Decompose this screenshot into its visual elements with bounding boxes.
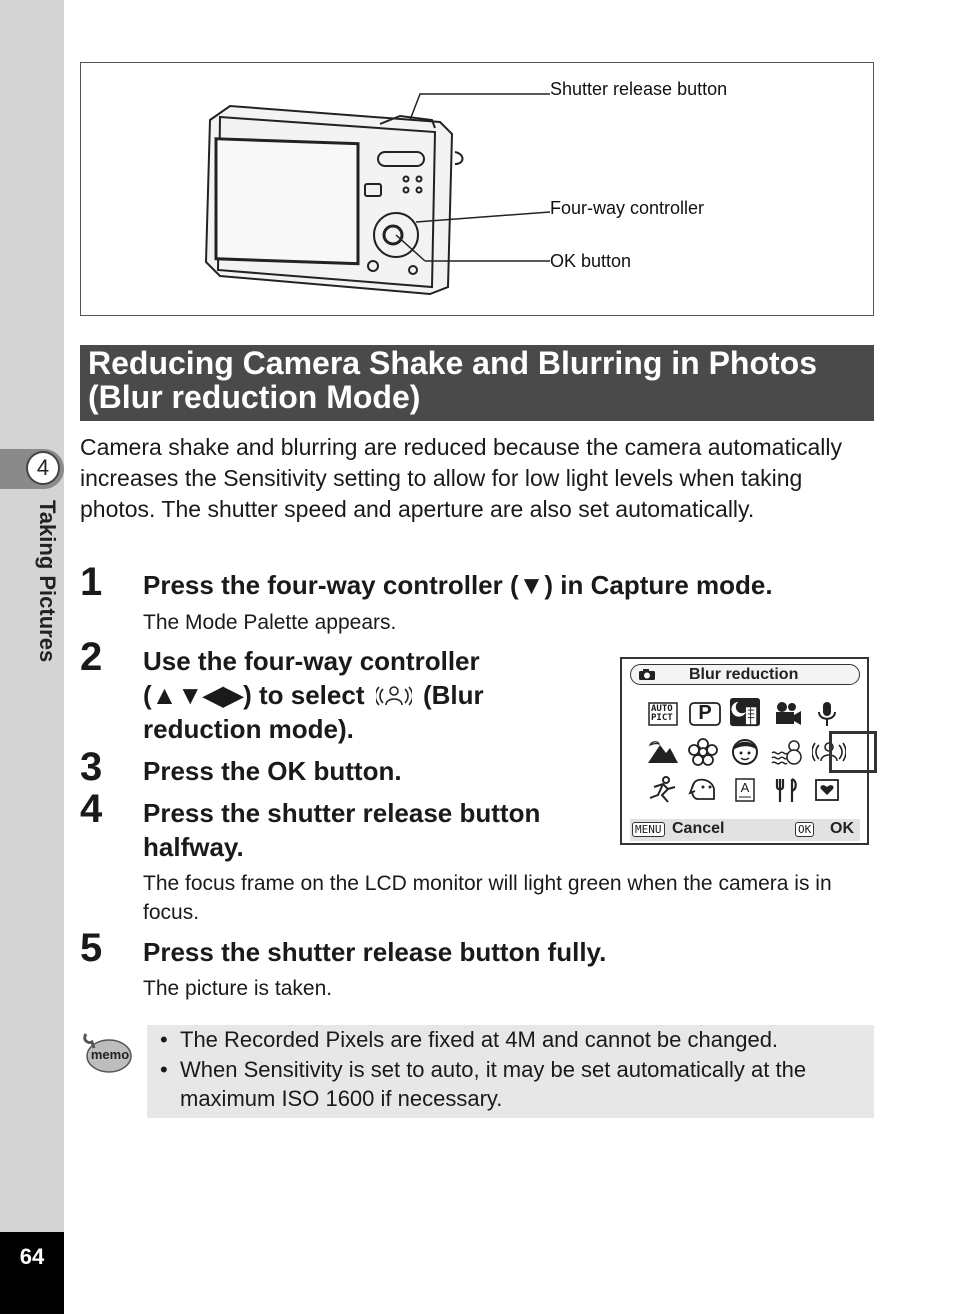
mode-palette-screen	[620, 657, 869, 845]
food-icon	[770, 775, 804, 805]
landscape-icon	[646, 737, 680, 767]
menu-key[interactable]: MENU	[632, 822, 665, 837]
night-scene-icon	[728, 697, 762, 727]
chapter-title: Taking Pictures	[35, 500, 60, 663]
blur-reduction-icon	[376, 685, 412, 707]
pict-label: PICT	[651, 713, 673, 723]
frame-composite-icon	[810, 775, 844, 805]
section-title-line1: Reducing Camera Shake and Blurring in Photos	[88, 345, 818, 381]
selection-frame	[829, 731, 877, 773]
ok-button-label: OK button	[550, 251, 632, 271]
step-text: The picture is taken.	[143, 977, 333, 1000]
camera-icon	[638, 668, 656, 681]
memo-icon	[80, 1030, 134, 1076]
four-way-controller-label: Four-way controller	[550, 198, 705, 218]
memo-label: memo	[90, 1047, 130, 1062]
sport-icon	[646, 775, 680, 805]
mode-palette-footer	[630, 819, 860, 841]
section-title	[88, 346, 868, 414]
program-letter: P	[698, 702, 712, 724]
bullet: •	[160, 1027, 168, 1052]
auto-picture-icon	[646, 699, 680, 729]
text-mode-letter: A	[740, 780, 750, 795]
step-heading-line: halfway.	[143, 832, 244, 862]
page-number: 64	[19, 1244, 45, 1269]
step-heading-line: reduction mode).	[143, 714, 354, 744]
chapter-number: 4	[26, 451, 60, 485]
step-heading-part: (Blur	[422, 680, 484, 710]
cancel-label: Cancel	[672, 820, 725, 837]
step-heading: Press the four-way controller (▼) in Capture mode.	[143, 570, 773, 600]
step-heading-line	[143, 678, 484, 712]
step-number: 3	[80, 745, 103, 789]
intro-paragraph: Camera shake and blurring are reduced because the camera automatically increases the Sensitivity setting to allow for low light levels when taking photos. The shutter speed and aperture are also set automatically.	[80, 434, 842, 522]
memo-item	[160, 1055, 870, 1113]
movie-icon	[770, 699, 804, 729]
mode-palette-header	[630, 664, 860, 685]
step-heading-line: Use the four-way controller	[143, 646, 480, 676]
voice-recording-icon	[810, 699, 844, 729]
auto-label: AUTO	[651, 704, 673, 714]
step-heading-part: (▲▼◀▶) to select	[143, 680, 365, 710]
bullet: •	[160, 1057, 168, 1082]
ok-label: OK	[830, 820, 854, 837]
step-heading-line: Press the shutter release button	[143, 798, 541, 828]
portrait-icon	[728, 737, 762, 767]
memo-item	[160, 1025, 870, 1054]
program-icon	[688, 699, 722, 729]
camera-back-illustration	[80, 62, 874, 316]
step-text: The focus frame on the LCD monitor will light green when the camera is in focus.	[143, 872, 832, 924]
memo-item-text: When Sensitivity is set to auto, it may be set automatically at the maximum ISO 1600 if necessary.	[180, 1057, 807, 1111]
step-heading: Press the OK button.	[143, 756, 402, 786]
step-text: The Mode Palette appears.	[143, 611, 397, 634]
text-icon	[728, 775, 762, 805]
step-number: 2	[80, 635, 103, 679]
snow-icon	[770, 737, 804, 767]
flower-icon	[686, 737, 720, 767]
step-heading: Press the shutter release button fully.	[143, 937, 607, 967]
shutter-release-label: Shutter release button	[550, 79, 728, 99]
step-number: 5	[80, 926, 103, 970]
ok-key[interactable]: OK	[795, 822, 814, 837]
memo-item-text: The Recorded Pixels are fixed at 4M and cannot be changed.	[180, 1027, 779, 1052]
section-title-line2: (Blur reduction Mode)	[88, 379, 421, 415]
step-number: 1	[80, 560, 103, 604]
step-number: 4	[80, 787, 103, 831]
pet-icon	[686, 775, 720, 805]
mode-palette-title: Blur reduction	[689, 666, 799, 683]
